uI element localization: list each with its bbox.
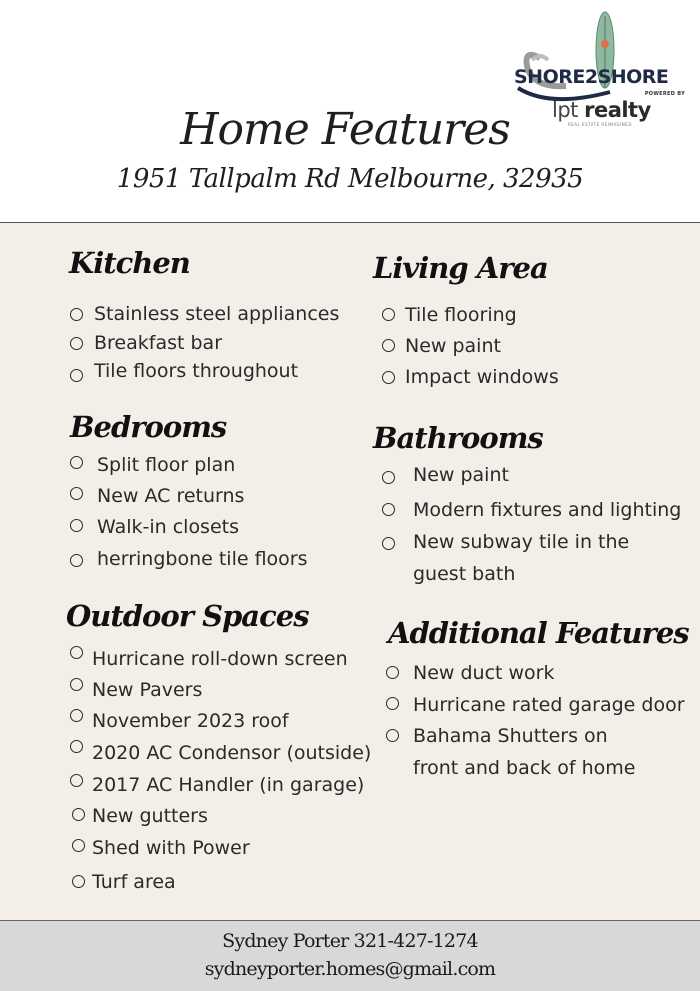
section-title-outdoor-spaces: Outdoor Spaces [66, 599, 309, 633]
checkbox-circle[interactable] [382, 503, 395, 516]
section-title-kitchen: Kitchen [69, 246, 190, 280]
footer [0, 920, 700, 991]
page-title: Home Features [180, 104, 510, 155]
list-item: 2020 AC Condensor (outside) [92, 742, 372, 764]
checkbox-circle[interactable] [70, 709, 83, 722]
list-item: Modern fixtures and lighting [413, 499, 682, 521]
checkbox-circle[interactable] [382, 308, 395, 321]
list-item: New gutters [92, 805, 208, 827]
list-item: Split floor plan [97, 454, 236, 476]
checkbox-circle[interactable] [72, 808, 85, 821]
checkbox-circle[interactable] [70, 456, 83, 469]
list-item-continuation: guest bath [413, 563, 516, 585]
section-title-bedrooms: Bedrooms [70, 410, 227, 444]
logo-lpt-text: lpt [552, 98, 578, 122]
checkbox-circle[interactable] [72, 839, 85, 852]
list-item: Turf area [92, 871, 176, 893]
checkbox-circle[interactable] [382, 371, 395, 384]
checkbox-circle[interactable] [70, 369, 83, 382]
checkbox-circle[interactable] [70, 337, 83, 350]
logo-realty-text: realty [584, 98, 651, 122]
list-item: Impact windows [405, 366, 559, 388]
property-address: 1951 Tallpalm Rd Melbourne, 32935 [116, 164, 584, 194]
list-item: New AC returns [97, 485, 245, 507]
list-item: New paint [413, 464, 509, 486]
features-panel [0, 223, 700, 920]
checkbox-circle[interactable] [382, 537, 395, 550]
list-item: Bahama Shutters on [413, 725, 608, 747]
checkbox-circle[interactable] [70, 740, 83, 753]
list-item: New Pavers [92, 679, 203, 701]
section-title-bathrooms: Bathrooms [373, 421, 543, 455]
list-item: 2017 AC Handler (in garage) [92, 774, 365, 796]
list-item: Tile flooring [405, 304, 517, 326]
logo-brand-text: SHORE2SHORE [514, 66, 669, 88]
checkbox-circle[interactable] [382, 339, 395, 352]
list-item: herringbone tile floors [97, 548, 308, 570]
list-item: New duct work [413, 662, 555, 684]
logo-powered-by: POWERED BY [644, 91, 685, 97]
list-item: Breakfast bar [94, 332, 222, 354]
checkbox-circle[interactable] [70, 646, 83, 659]
list-item: Stainless steel appliances [94, 303, 340, 325]
checkbox-circle[interactable] [70, 308, 83, 321]
checkbox-circle[interactable] [70, 519, 83, 532]
section-title-living-area: Living Area [373, 251, 548, 285]
list-item: New paint [405, 335, 501, 357]
checkbox-circle[interactable] [72, 875, 85, 888]
section-title-additional-features: Additional Features [388, 616, 689, 650]
agent-email[interactable]: sydneyporter.homes@gmail.com [204, 958, 496, 980]
list-item: New subway tile in the [413, 531, 630, 553]
checkbox-circle[interactable] [386, 666, 399, 679]
list-item-continuation: front and back of home [413, 757, 636, 779]
logo-tagline: REAL ESTATE REIMAGINED [568, 122, 632, 127]
list-item: Shed with Power [92, 837, 250, 859]
checkbox-circle[interactable] [386, 697, 399, 710]
checkbox-circle[interactable] [70, 774, 83, 787]
agent-name-phone: Sydney Porter 321-427-1274 [222, 930, 478, 952]
checkbox-circle[interactable] [70, 487, 83, 500]
list-item: Walk-in closets [97, 516, 239, 538]
list-item: Hurricane roll-down screen [92, 648, 348, 670]
checkbox-circle[interactable] [386, 729, 399, 742]
checkbox-circle[interactable] [70, 554, 83, 567]
list-item: Hurricane rated garage door [413, 694, 685, 716]
list-item: November 2023 roof [92, 710, 289, 732]
list-item: Tile floors throughout [94, 360, 299, 382]
header [0, 0, 700, 223]
checkbox-circle[interactable] [382, 471, 395, 484]
checkbox-circle[interactable] [70, 678, 83, 691]
